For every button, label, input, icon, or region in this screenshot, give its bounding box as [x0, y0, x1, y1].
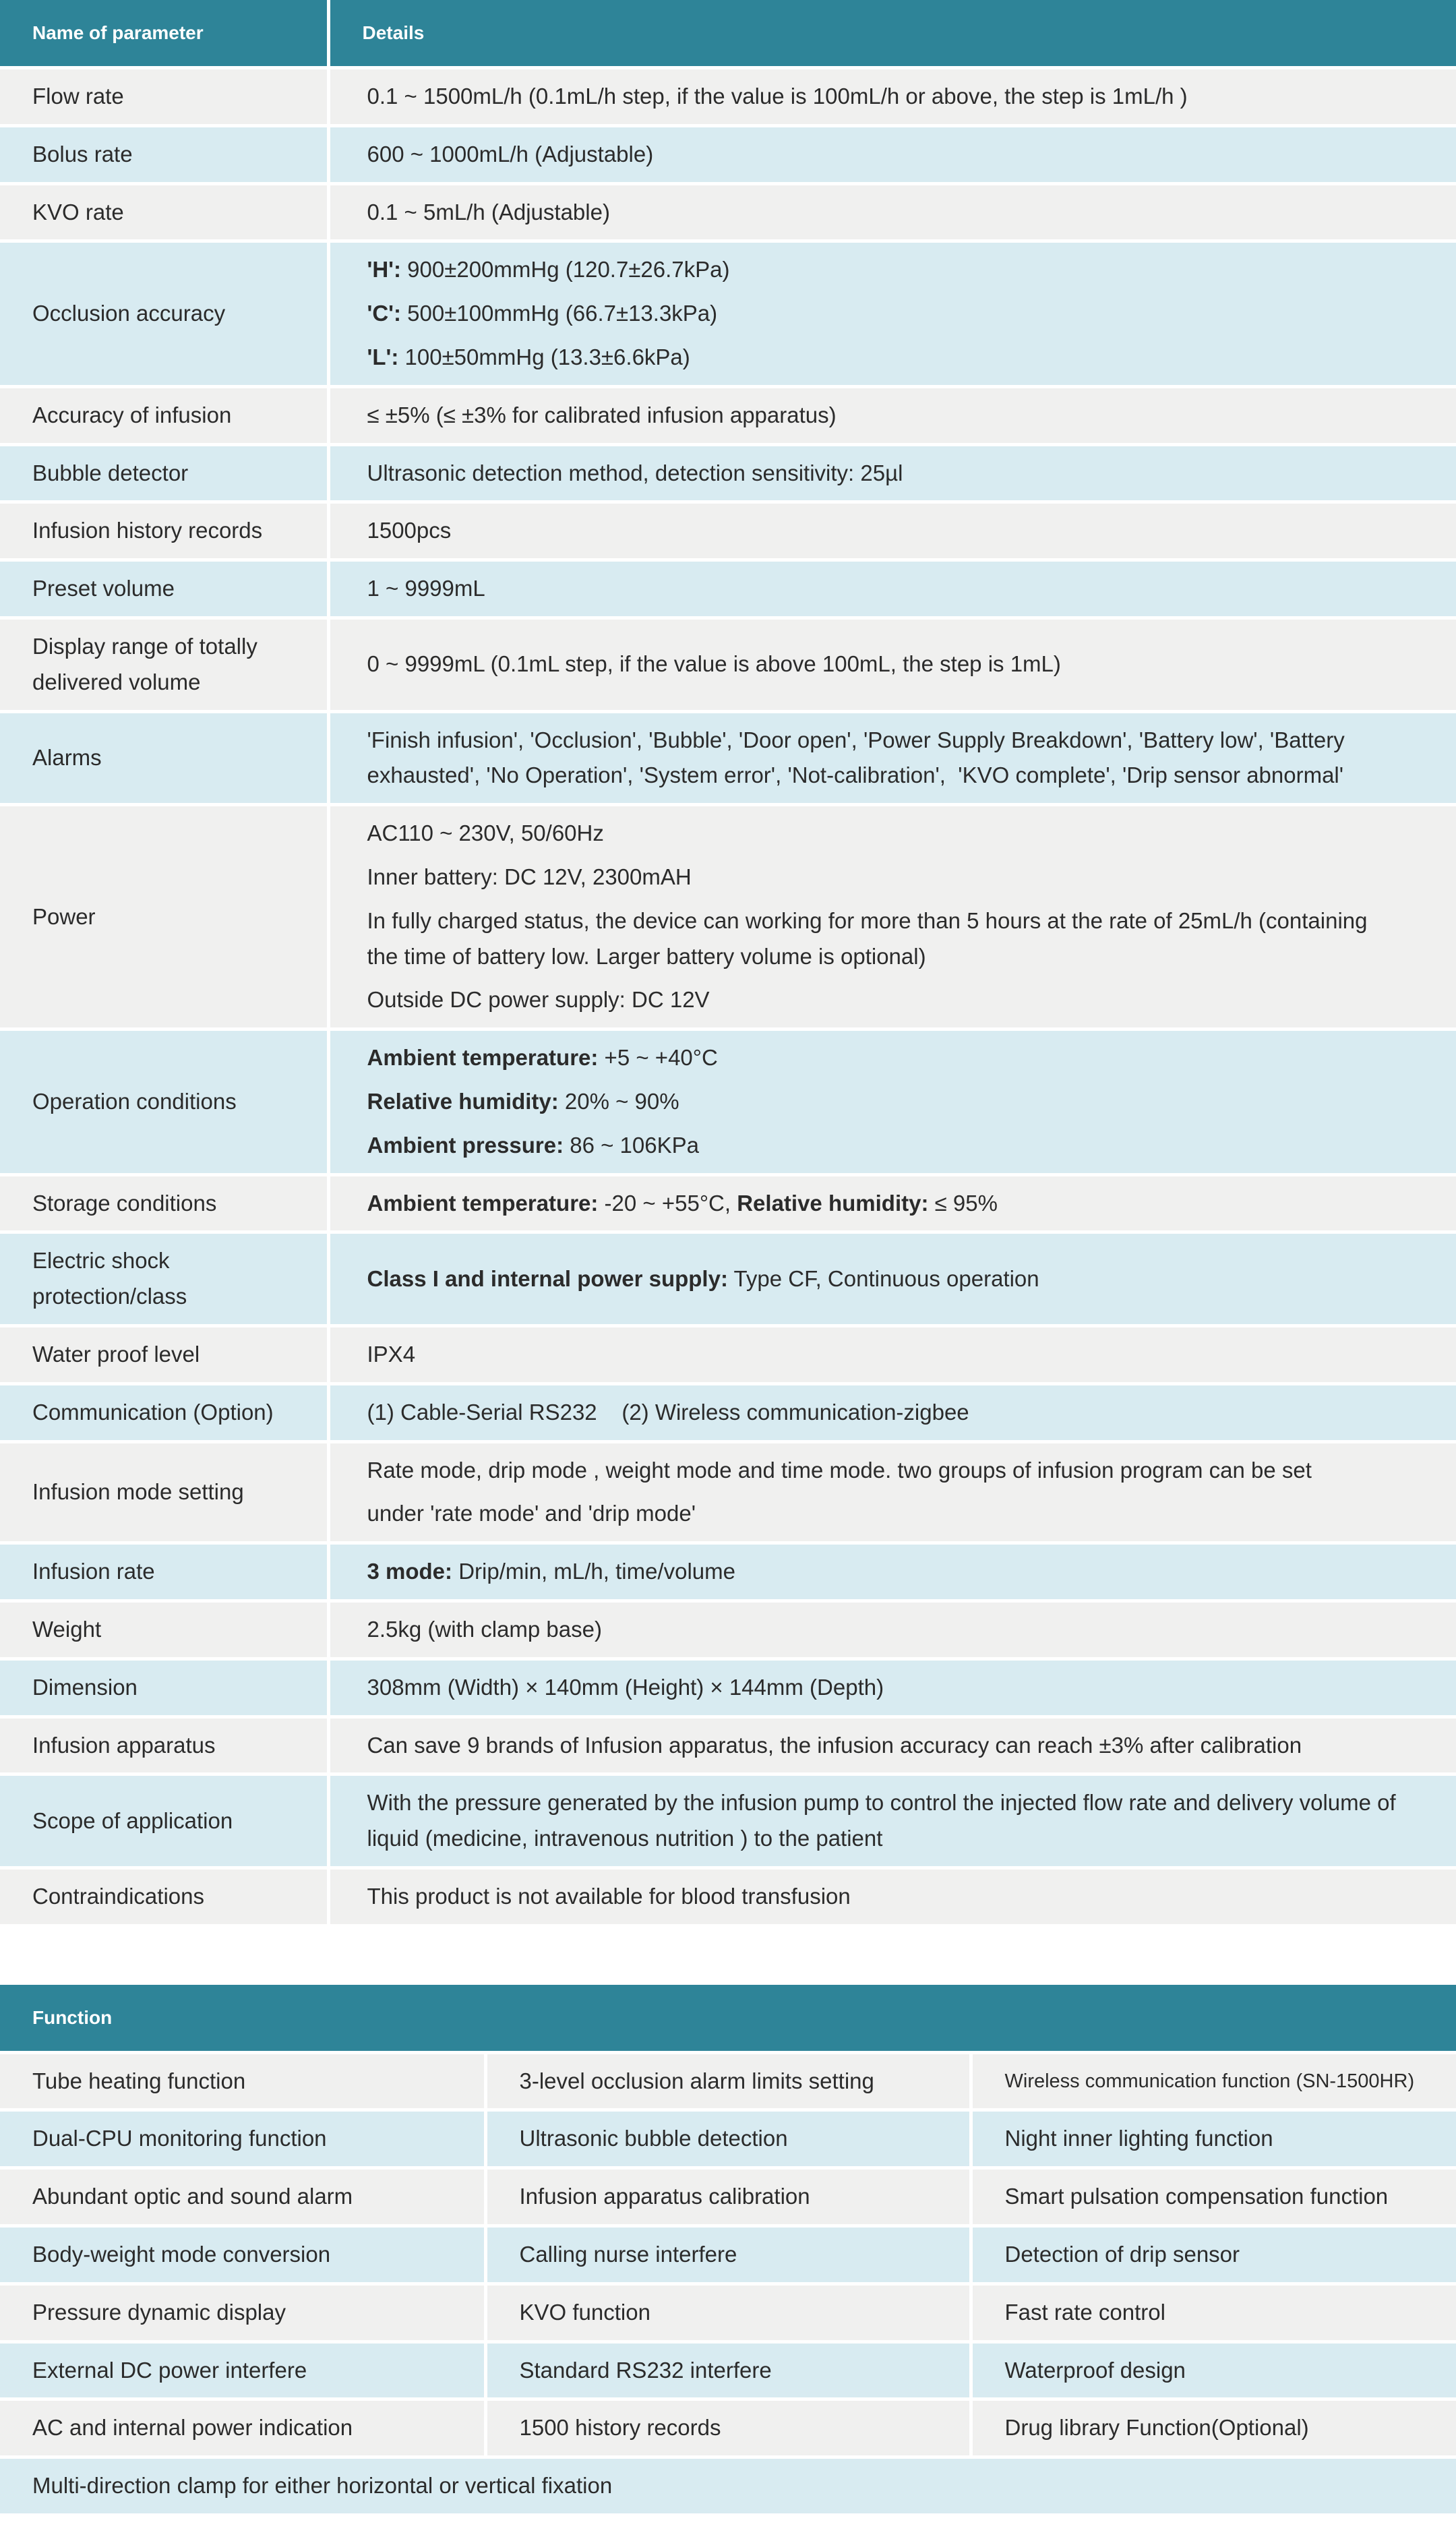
param-name-cell: Infusion mode setting: [0, 1441, 328, 1543]
function-cell: External DC power interfere: [0, 2341, 485, 2399]
detail-line: Ambient temperature: -20 ~ +55°C, Relative humidity: ≤ 95%: [367, 1190, 998, 1216]
param-details-cell: [328, 1543, 1456, 1601]
function-cell: Pressure dynamic display: [0, 2283, 485, 2341]
detail-line: 600 ~ 1000mL/h (Adjustable): [367, 141, 654, 167]
param-details-cell: [328, 68, 1456, 126]
function-cell: Smart pulsation compensation function: [971, 2168, 1456, 2226]
spec-row: [0, 1543, 1456, 1601]
detail-line: (1) Cable-Serial RS232 (2) Wireless communication-zigbee: [367, 1399, 969, 1425]
param-details-cell: [328, 386, 1456, 444]
param-details-cell: [328, 1383, 1456, 1441]
function-table: [0, 1985, 1456, 2517]
param-name-cell: Display range of totally delivered volume: [0, 618, 328, 711]
spec-row: [0, 1232, 1456, 1326]
function-cell: 3-level occlusion alarm limits setting: [485, 2052, 971, 2110]
detail-line: 2.5kg (with clamp base): [367, 1616, 602, 1642]
detail-line: Relative humidity: 20% ~ 90%: [367, 1088, 679, 1114]
function-row: [0, 2399, 1456, 2457]
param-name-cell: Electric shock protection/class: [0, 1232, 328, 1326]
param-name-cell: Infusion apparatus: [0, 1716, 328, 1774]
spec-row: [0, 502, 1456, 560]
detail-line: 'L': 100±50mmHg (13.3±6.6kPa): [367, 344, 690, 369]
detail-line: 1500pcs: [367, 518, 452, 543]
function-cell: Wireless communication function (SN-1500HR): [971, 2052, 1456, 2110]
param-name-cell: Accuracy of infusion: [0, 386, 328, 444]
spec-header-row: [0, 0, 1456, 68]
function-row: [0, 2341, 1456, 2399]
param-details-cell: [328, 711, 1456, 805]
detail-line: 'H': 900±200mmHg (120.7±26.7kPa): [367, 257, 730, 282]
detail-line: 'Finish infusion', 'Occlusion', 'Bubble', 'Door open', 'Power Supply Breakdown', 'Battery low', 'Battery exhausted', 'No Operation', 'System error', 'Not-calibration', 'KVO complete', 'Drip sensor abnormal': [367, 727, 1351, 788]
spec-row: [0, 241, 1456, 386]
function-cell: Abundant optic and sound alarm: [0, 2168, 485, 2226]
spec-row: [0, 183, 1456, 241]
detail-line: This product is not available for blood transfusion: [367, 1883, 851, 1909]
param-details-cell: [328, 805, 1456, 1029]
function-cell: Infusion apparatus calibration: [485, 2168, 971, 2226]
param-name-cell: Alarms: [0, 711, 328, 805]
spec-row: [0, 1325, 1456, 1383]
param-details-cell: [328, 1441, 1456, 1543]
spec-row: [0, 560, 1456, 618]
param-name-cell: Infusion rate: [0, 1543, 328, 1601]
param-details-cell: [328, 1601, 1456, 1659]
spec-row: [0, 805, 1456, 1029]
function-cell: Drug library Function(Optional): [971, 2399, 1456, 2457]
function-header-row: [0, 1985, 1456, 2053]
detail-line: Ambient pressure: 86 ~ 106KPa: [367, 1132, 699, 1158]
param-name-cell: Contraindications: [0, 1868, 328, 1925]
param-details-cell: [328, 1774, 1456, 1868]
spec-row: [0, 1716, 1456, 1774]
param-details-cell: [328, 1868, 1456, 1925]
param-name-cell: Preset volume: [0, 560, 328, 618]
detail-line: 0 ~ 9999mL (0.1mL step, if the value is above 100mL, the step is 1mL): [367, 651, 1061, 677]
param-details-cell: [328, 1232, 1456, 1326]
function-cell: 1500 history records: [485, 2399, 971, 2457]
function-row: [0, 2110, 1456, 2168]
function-row: [0, 2168, 1456, 2226]
param-name-cell: Dimension: [0, 1659, 328, 1716]
param-name-cell: Weight: [0, 1601, 328, 1659]
function-cell: Ultrasonic bubble detection: [485, 2110, 971, 2168]
param-name-cell: Flow rate: [0, 68, 328, 126]
detail-line: Ambient temperature: +5 ~ +40°C: [367, 1045, 718, 1071]
param-details-cell: [328, 125, 1456, 183]
param-details-cell: [328, 1174, 1456, 1232]
param-details-cell: [328, 618, 1456, 711]
param-name-cell: Storage conditions: [0, 1174, 328, 1232]
param-details-cell: [328, 560, 1456, 618]
param-name-cell: KVO rate: [0, 183, 328, 241]
spec-row: [0, 125, 1456, 183]
spec-row: [0, 68, 1456, 126]
spec-row: [0, 444, 1456, 502]
detail-line: With the pressure generated by the infusion pump to control the injected flow rate and delivery volume of liquid (medicine, intravenous nutrition ) to the patient: [367, 1790, 1402, 1851]
param-name-cell: Scope of application: [0, 1774, 328, 1868]
function-cell: Detection of drip sensor: [971, 2226, 1456, 2284]
detail-line: IPX4: [367, 1341, 416, 1367]
function-row: [0, 2283, 1456, 2341]
spec-row: [0, 1601, 1456, 1659]
detail-line: 308mm (Width) × 140mm (Height) × 144mm (Depth): [367, 1674, 884, 1700]
detail-line: Can save 9 brands of Infusion apparatus, the infusion accuracy can reach ±3% after calibration: [367, 1732, 1302, 1758]
function-header-title: Function: [0, 1985, 1456, 2053]
spec-row: [0, 1383, 1456, 1441]
detail-line: 0.1 ~ 1500mL/h (0.1mL/h step, if the value is 100mL/h or above, the step is 1mL/h ): [367, 84, 1188, 109]
param-name-cell: Communication (Option): [0, 1383, 328, 1441]
detail-line: Rate mode, drip mode , weight mode and time mode. two groups of infusion program can be set: [367, 1457, 1312, 1483]
param-details-cell: [328, 1029, 1456, 1174]
param-name-cell: Occlusion accuracy: [0, 241, 328, 386]
param-details-cell: [328, 1716, 1456, 1774]
spec-header-name: Name of parameter: [0, 0, 328, 68]
function-cell: Dual-CPU monitoring function: [0, 2110, 485, 2168]
param-details-cell: [328, 502, 1456, 560]
param-details-cell: [328, 241, 1456, 386]
spec-row: [0, 711, 1456, 805]
spec-row: [0, 1774, 1456, 1868]
detail-line: Class I and internal power supply: Type CF, Continuous operation: [367, 1265, 1039, 1291]
function-cell: Standard RS232 interfere: [485, 2341, 971, 2399]
detail-line: AC110 ~ 230V, 50/60Hz: [367, 820, 604, 846]
function-footer-cell: Multi-direction clamp for either horizontal or vertical fixation: [0, 2457, 1456, 2515]
function-cell: Body-weight mode conversion: [0, 2226, 485, 2284]
spec-row: [0, 386, 1456, 444]
param-details-cell: [328, 444, 1456, 502]
param-name-cell: Bubble detector: [0, 444, 328, 502]
param-details-cell: [328, 183, 1456, 241]
function-cell: Calling nurse interfere: [485, 2226, 971, 2284]
detail-line: Outside DC power supply: DC 12V: [367, 987, 710, 1013]
param-name-cell: Infusion history records: [0, 502, 328, 560]
param-details-cell: [328, 1659, 1456, 1716]
spec-row: [0, 1868, 1456, 1925]
spec-row: [0, 1659, 1456, 1716]
spec-row: [0, 1029, 1456, 1174]
param-details-cell: [328, 1325, 1456, 1383]
function-row: [0, 2226, 1456, 2284]
param-name-cell: Water proof level: [0, 1325, 328, 1383]
detail-line: under 'rate mode' and 'drip mode': [367, 1501, 696, 1526]
function-cell: Tube heating function: [0, 2052, 485, 2110]
detail-line: Ultrasonic detection method, detection sensitivity: 25µl: [367, 460, 903, 485]
spec-header-details: Details: [328, 0, 1456, 68]
spec-row: [0, 1441, 1456, 1543]
function-cell: AC and internal power indication: [0, 2399, 485, 2457]
function-footer-row: [0, 2457, 1456, 2515]
detail-line: 3 mode: Drip/min, mL/h, time/volume: [367, 1559, 735, 1584]
detail-line: In fully charged status, the device can working for more than 5 hours at the rate of 25mL/h (containing the time of battery low. Larger battery volume is optional): [367, 907, 1374, 969]
detail-line: 0.1 ~ 5mL/h (Adjustable): [367, 199, 610, 225]
function-row: [0, 2052, 1456, 2110]
param-name-cell: Bolus rate: [0, 125, 328, 183]
function-cell: KVO function: [485, 2283, 971, 2341]
function-cell: Waterproof design: [971, 2341, 1456, 2399]
detail-line: 'C': 500±100mmHg (66.7±13.3kPa): [367, 301, 718, 326]
detail-line: Inner battery: DC 12V, 2300mAH: [367, 864, 692, 889]
param-name-cell: Operation conditions: [0, 1029, 328, 1174]
function-cell: Night inner lighting function: [971, 2110, 1456, 2168]
detail-line: ≤ ±5% (≤ ±3% for calibrated infusion apparatus): [367, 402, 837, 427]
detail-line: 1 ~ 9999mL: [367, 576, 485, 601]
spec-row: [0, 618, 1456, 711]
spec-row: [0, 1174, 1456, 1232]
function-cell: Fast rate control: [971, 2283, 1456, 2341]
param-name-cell: Power: [0, 805, 328, 1029]
